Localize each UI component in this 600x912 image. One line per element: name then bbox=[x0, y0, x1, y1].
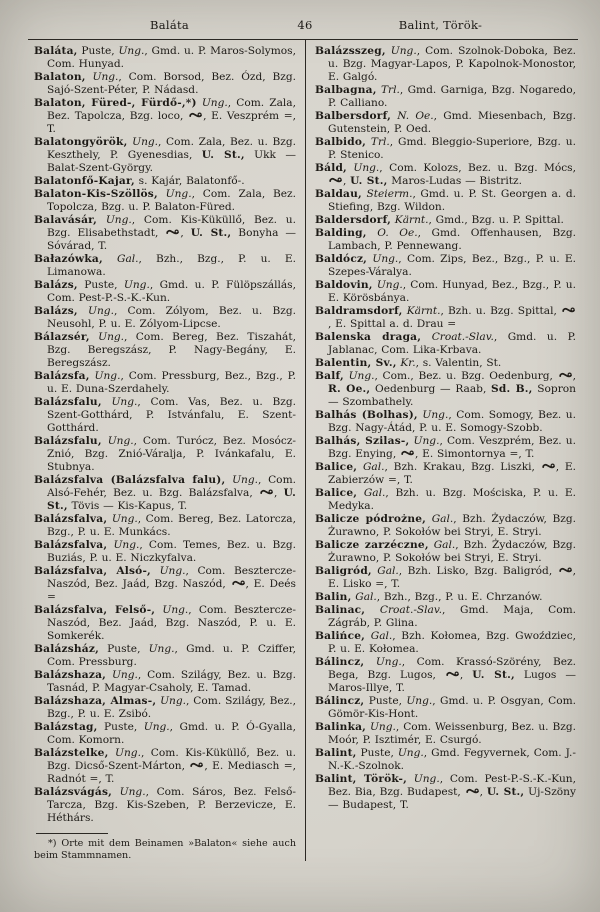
gazetteer-entry bbox=[315, 305, 576, 331]
entry-text: , Gmd. Fegyvernek, Com. J.-N.-K.-Szolnok. bbox=[328, 747, 576, 772]
province-abbrev: Trl. bbox=[370, 136, 390, 148]
entry-text: , Com. Kolozs, Bez. u. Bzg. Mócs, bbox=[379, 162, 576, 174]
entry-bold-text: U. St., bbox=[486, 786, 525, 798]
entry-bold-text: Balázsfalu, bbox=[34, 396, 102, 408]
posthorn-icon bbox=[562, 307, 575, 315]
province-abbrev: O. Oe. bbox=[377, 227, 418, 239]
entry-text: Lugos — Maros-Illye, T. bbox=[328, 669, 576, 694]
entry-text: Puste, bbox=[364, 695, 407, 707]
province-abbrev: Ung. bbox=[413, 773, 440, 785]
posthorn-icon bbox=[260, 489, 273, 497]
entry-text: , Com. Sáros, Bez. Felső-Tarcza, Bzg. Kis-Szeben, P. Berzevicze, E. Héthárs. bbox=[47, 786, 296, 824]
entry-text bbox=[112, 786, 120, 798]
province-abbrev: Gal. bbox=[363, 487, 386, 499]
entry-text: , Bzh. Krakau, Bzg. Liszki, bbox=[384, 461, 541, 473]
gazetteer-entry bbox=[315, 409, 576, 435]
entry-text: , E. Simontornya =, T. bbox=[414, 448, 535, 460]
gazetteer-entry bbox=[315, 461, 576, 487]
entry-text: , bbox=[459, 669, 473, 681]
gazetteer-entry bbox=[315, 539, 576, 565]
left-column bbox=[34, 40, 305, 861]
entry-text: , Gmd. u. P. Fülöpszállás, Com. Pest-P.-S.-K.-Kun. bbox=[47, 279, 296, 304]
entry-bold-text: Balázstelke, bbox=[34, 747, 109, 759]
page-number: 46 bbox=[297, 18, 313, 32]
gazetteer-entry bbox=[315, 45, 576, 84]
gazetteer-entry bbox=[315, 565, 576, 591]
entry-text: Uj-Szöny — Budapest, T. bbox=[328, 786, 576, 811]
entry-bold-text: Balázs, bbox=[34, 305, 78, 317]
entry-text: Puste, bbox=[77, 45, 119, 57]
province-abbrev: Ung. bbox=[232, 474, 259, 486]
entry-bold-text: Balázsszeg, bbox=[315, 45, 386, 57]
province-abbrev: Gal. bbox=[377, 565, 399, 577]
entry-text: , Com. Besztercze-Naszód, Bez. Jaád, Bzg. Naszód, P. u. E. Somkerék. bbox=[47, 604, 296, 642]
entry-text: s. Kajár, Balatonfő-. bbox=[134, 175, 245, 187]
gazetteer-entry bbox=[34, 188, 296, 214]
gazetteer-entry bbox=[315, 357, 576, 370]
entry-bold-text: Balaton, bbox=[34, 71, 86, 83]
province-abbrev: Ung. bbox=[98, 331, 125, 343]
posthorn-icon bbox=[542, 463, 555, 471]
entry-bold-text: Baldau, bbox=[315, 188, 362, 200]
entry-bold-text: Balbersdorf, bbox=[315, 110, 392, 122]
gazetteer-entry bbox=[315, 747, 576, 773]
entry-text bbox=[421, 331, 432, 343]
entry-text: , Bzh. u. Bzg. Mościska, P. u. E. Medyka. bbox=[328, 487, 576, 512]
entry-text: , Bzh., Bzg., P. u. E. Chrzanów. bbox=[376, 591, 543, 603]
province-abbrev: Ung. bbox=[143, 721, 170, 733]
gazetteer-entry bbox=[315, 214, 576, 227]
entry-text: Bonyha — Sóvárad, T. bbox=[47, 227, 296, 252]
province-abbrev: Ung. bbox=[118, 45, 145, 57]
gazetteer-entry bbox=[315, 331, 576, 357]
entry-bold-text: Balázsház, bbox=[34, 643, 99, 655]
entry-bold-text: Balding, bbox=[315, 227, 367, 239]
gazetteer-entry bbox=[315, 656, 576, 695]
entry-text: , E. Zabierzów =, T. bbox=[328, 461, 576, 486]
entry-text: , Com. Veszprém, Bez. u. Bzg. Enying, bbox=[328, 435, 576, 460]
entry-text: Puste, bbox=[77, 279, 124, 291]
entry-text: , Com. Alsó-Fehér, Bez. u. Bzg. Balázsfalva, bbox=[47, 474, 296, 499]
posthorn-icon bbox=[232, 580, 245, 588]
province-abbrev: Ung. bbox=[92, 71, 119, 83]
entry-bold-text: Balázsfa, bbox=[34, 370, 90, 382]
entry-text: , Com. Szilágy, Bez., Bzg., P. u. E. Zsibó. bbox=[47, 695, 297, 720]
footnote-rule bbox=[36, 833, 108, 834]
gazetteer-entry bbox=[315, 630, 576, 656]
entry-text bbox=[90, 331, 98, 343]
province-abbrev: Ung. bbox=[113, 539, 140, 551]
gazetteer-entry bbox=[34, 435, 296, 474]
entry-bold-text: R. Oe., bbox=[328, 383, 371, 395]
entry-bold-text: Balázsfalva, Felső-, bbox=[34, 604, 156, 616]
entry-bold-text: Baligród, bbox=[315, 565, 372, 577]
entry-bold-text: Balenska draga, bbox=[315, 331, 422, 343]
right-column bbox=[305, 40, 576, 861]
entry-text bbox=[151, 565, 160, 577]
gazetteer-entry bbox=[34, 71, 296, 97]
entry-bold-text: Balázsvágás, bbox=[34, 786, 113, 798]
entry-bold-text: Balf, bbox=[315, 370, 344, 382]
entry-text: , Gmd. u. P. Ó-Gyalla, Com. Komorn. bbox=[47, 721, 296, 746]
entry-bold-text: Balázsfalu, bbox=[34, 435, 102, 447]
entry-text: Puste, bbox=[97, 721, 144, 733]
gazetteer-entry bbox=[315, 227, 576, 253]
gazetteer-entry bbox=[315, 110, 576, 136]
right-column-entries bbox=[315, 45, 576, 812]
entry-bold-text: Balázsfalva (Balázsfalva falu), bbox=[34, 474, 226, 486]
posthorn-icon bbox=[190, 762, 203, 770]
province-abbrev: Ung. bbox=[390, 45, 417, 57]
province-abbrev: Ung. bbox=[159, 565, 186, 577]
posthorn-icon bbox=[446, 671, 459, 679]
province-abbrev: Ung. bbox=[119, 786, 146, 798]
posthorn-icon bbox=[329, 177, 342, 185]
province-abbrev: Ung. bbox=[406, 695, 433, 707]
gazetteer-entry bbox=[315, 188, 576, 214]
province-abbrev: Gal. bbox=[362, 461, 385, 473]
gazetteer-entry bbox=[34, 45, 296, 71]
province-abbrev: Ung. bbox=[162, 604, 189, 616]
entry-bold-text: Balbagna, bbox=[315, 84, 377, 96]
entry-text: , bbox=[274, 487, 284, 499]
entry-text: , Com. Temes, Bez. u. Bzg. Buziás, P. u. E. Niczkyfalva. bbox=[47, 539, 296, 564]
gazetteer-entry bbox=[34, 331, 296, 370]
gazetteer-entry bbox=[34, 97, 296, 136]
province-abbrev: Ung. bbox=[422, 409, 449, 421]
gazetteer-entry bbox=[315, 513, 576, 539]
province-abbrev: Ung. bbox=[372, 253, 399, 265]
entry-bold-text: U. St., bbox=[472, 669, 515, 681]
entry-bold-text: Baldovin, bbox=[315, 279, 373, 291]
entry-text: , Gmd. Maja, Com. Zágráb, P. Glina. bbox=[328, 604, 576, 629]
entry-text: , Com. Krassó-Szörény, Bez. Bega, Bzg. Lugos, bbox=[328, 656, 576, 681]
posthorn-icon bbox=[189, 112, 202, 120]
province-abbrev: Ung. bbox=[413, 435, 440, 447]
province-abbrev: Ung. bbox=[94, 370, 121, 382]
entry-text: , Gmd. Bleggio-Superiore, Bzg. u. P. Stenico. bbox=[328, 136, 576, 161]
entry-bold-text: Baldramsdorf, bbox=[315, 305, 403, 317]
posthorn-icon bbox=[166, 229, 179, 237]
entry-bold-text: Baldócz, bbox=[315, 253, 368, 265]
province-abbrev: Gal. bbox=[117, 253, 139, 265]
posthorn-icon bbox=[559, 372, 572, 380]
entry-bold-text: U. St., bbox=[190, 227, 232, 239]
entry-bold-text: Balázsfalva, Alsó-, bbox=[34, 565, 151, 577]
entry-bold-text: Balinac, bbox=[315, 604, 366, 616]
entry-bold-text: Balatonfő-Kajar, bbox=[34, 175, 135, 187]
entry-bold-text: Balázsfalva, bbox=[34, 513, 108, 525]
entry-bold-text: Bálincz, bbox=[315, 656, 365, 668]
entry-text: , Com. Somogy, Bez. u. Bzg. Nagy-Átád, P. u. E. Somogy-Szobb. bbox=[328, 409, 576, 434]
entry-text: , Bzh., Bzg., P. u. E. Limanowa. bbox=[47, 253, 296, 278]
gazetteer-entry bbox=[34, 539, 296, 565]
province-abbrev: Ung. bbox=[348, 370, 375, 382]
entry-bold-text: Balaton, Füred-, Fürdő-,*) bbox=[34, 97, 197, 109]
two-column-body bbox=[34, 40, 576, 861]
entry-text: , Gmd. u. P. Osgyan, Com. Gömör-Kis-Hont. bbox=[328, 695, 576, 720]
entry-text: , Com. Szilágy, Bez. u. Bzg. Tasnád, P. Magyar-Csaholy, E. Tamad. bbox=[47, 669, 296, 694]
entry-bold-text: Balint, Török-, bbox=[315, 773, 408, 785]
entry-text: , Gmd. Garniga, Bzg. Nogaredo, P. Calliano. bbox=[328, 84, 576, 109]
entry-text: , Com. Pressburg, Bez., Bzg., P. u. E. Duna-Szerdahely. bbox=[47, 370, 296, 395]
province-abbrev: Ung. bbox=[123, 279, 150, 291]
gazetteer-entry bbox=[34, 370, 296, 396]
entry-text: , Com. Borsod, Bez. Ózd, Bzg. Sajó-Szent-Péter, P. Nádasd. bbox=[47, 71, 296, 96]
province-abbrev: Ung. bbox=[115, 747, 141, 759]
province-abbrev: Gal. bbox=[370, 630, 393, 642]
province-abbrev: Ung. bbox=[160, 695, 187, 707]
posthorn-icon bbox=[559, 567, 572, 575]
gazetteer-entry bbox=[34, 786, 296, 825]
entry-bold-text: Balázs, bbox=[34, 279, 78, 291]
entry-text bbox=[158, 188, 166, 200]
entry-bold-text: Bálincz, bbox=[315, 695, 365, 707]
gazetteer-entry bbox=[34, 565, 296, 604]
entry-text: , Com. Turócz, Bez. Mosócz-Znió, Bzg. Znió-Váralja, P. Ivánkafalu, E. Stubnya. bbox=[47, 435, 296, 473]
entry-text: , Bzh. Żydaczów, Bzg. Żurawno, P. Sokołów bei Stryi, E. Stryi. bbox=[328, 539, 576, 564]
gazetteer-entry bbox=[34, 747, 296, 786]
province-abbrev: Kärnt. bbox=[394, 214, 429, 226]
province-abbrev: Ung. bbox=[132, 136, 159, 148]
entry-text: , Com., Bez. u. Bzg. Oedenburg, bbox=[374, 370, 558, 382]
entry-bold-text: Balavásár, bbox=[34, 214, 98, 226]
entry-text: , Bzh. Żydaczów, Bzg. Żurawno, P. Sokołów bei Stryi, E. Stryi. bbox=[328, 513, 576, 538]
entry-text: , Gmd. u. P. Maros-Solymos, Com. Hunyad. bbox=[47, 45, 296, 70]
entry-text: , Com. Zala, Bez. u. Bzg. Keszthely, P. Gyenesdias, bbox=[47, 136, 296, 161]
province-abbrev: Ung. bbox=[375, 656, 402, 668]
entry-text bbox=[365, 604, 380, 616]
gazetteer-entry bbox=[315, 604, 576, 630]
header-left-catchword: Baláta bbox=[149, 18, 190, 32]
gazetteer-entry bbox=[315, 136, 576, 162]
entry-text: , E. Mediasch =, Radnót =, T. bbox=[47, 760, 296, 785]
gazetteer-entry bbox=[315, 695, 576, 721]
entry-text: , Gmd. Miesenbach, Bzg. Gutenstein, P. Oed. bbox=[328, 110, 576, 135]
gazetteer-entry bbox=[315, 279, 576, 305]
entry-text: Sopron — Szombathely. bbox=[328, 383, 576, 408]
entry-text: , Com. Kis-Küküllő, Bez. u. Bzg. Dicső-Szent-Márton, bbox=[47, 747, 296, 772]
gazetteer-entry bbox=[315, 84, 576, 110]
gazetteer-entry bbox=[34, 474, 296, 513]
entry-bold-text: U. St., bbox=[350, 175, 388, 187]
province-abbrev: Croat.-Slav. bbox=[379, 604, 442, 616]
footnote bbox=[34, 838, 296, 861]
entry-text bbox=[407, 773, 414, 785]
entry-bold-text: Bałazówka, bbox=[34, 253, 103, 265]
entry-text bbox=[367, 227, 378, 239]
entry-text: , Com. Zala, Bez. Topolcza, Bzg. u. P. Balaton-Füred. bbox=[47, 188, 296, 213]
entry-bold-text: Balice, bbox=[315, 487, 358, 499]
entry-text: Oedenburg — Raab, bbox=[370, 383, 492, 395]
province-abbrev: Steierm. bbox=[366, 188, 413, 200]
gazetteer-entry bbox=[315, 435, 576, 461]
entry-text bbox=[364, 656, 376, 668]
province-abbrev: Ung. bbox=[376, 279, 403, 291]
province-abbrev: Kr. bbox=[400, 357, 416, 369]
province-abbrev: Gal. bbox=[433, 539, 456, 551]
gazetteer-entry bbox=[34, 396, 296, 435]
province-abbrev: Ung. bbox=[111, 513, 138, 525]
gazetteer-entry bbox=[34, 253, 296, 279]
entry-text: , Gmd., Bzg. u. P. Spittal. bbox=[428, 214, 564, 226]
gazetteer-entry bbox=[315, 162, 576, 188]
entry-text: , bbox=[479, 786, 487, 798]
entry-bold-text: Sd. B., bbox=[491, 383, 533, 395]
province-abbrev: Ung. bbox=[370, 721, 396, 733]
gazetteer-entry bbox=[34, 136, 296, 175]
posthorn-icon bbox=[401, 450, 414, 458]
entry-text: Maros-Ludas — Bistritz. bbox=[387, 175, 522, 187]
province-abbrev: Ung. bbox=[201, 97, 228, 109]
province-abbrev: Ung. bbox=[148, 643, 175, 655]
gazetteer-entry bbox=[34, 513, 296, 539]
province-abbrev: Trl. bbox=[380, 84, 400, 96]
entry-bold-text: Balint, bbox=[315, 747, 357, 759]
entry-text: , Bzh. Lisko, Bzg. Baligród, bbox=[398, 565, 558, 577]
entry-text: , Gmd. Offenhausen, Bzg. Lambach, P. Pennewang. bbox=[328, 227, 576, 252]
gazetteer-entry bbox=[315, 721, 576, 747]
entry-text: Puste, bbox=[356, 747, 398, 759]
entry-text bbox=[102, 396, 112, 408]
entry-bold-text: Balhás (Bolhas), bbox=[315, 409, 418, 421]
entry-bold-text: Balaton-Kis-Szöllös, bbox=[34, 188, 158, 200]
entry-text: Ukk — Balat-Szent-György. bbox=[47, 149, 296, 174]
province-abbrev: Croat.-Slav. bbox=[431, 331, 494, 343]
gazetteer-entry bbox=[34, 643, 296, 669]
entry-text: , Com. Vas, Bez. u. Bzg. Szent-Gotthárd, P. Istvánfalu, E. Szent-Gotthárd. bbox=[47, 396, 296, 434]
entry-text: Tövis — Kis-Kapus, T. bbox=[67, 500, 188, 512]
gazetteer-entry bbox=[34, 214, 296, 253]
gazetteer-entry bbox=[34, 695, 296, 721]
province-abbrev: Ung. bbox=[107, 435, 134, 447]
entry-bold-text: Báld, bbox=[315, 162, 347, 174]
entry-text: , Com. Szolnok-Doboka, Bez. u. Bzg. Magyar-Lapos, P. Kapolnok-Monostor, E. Galgó. bbox=[328, 45, 576, 83]
entry-bold-text: Baldersdorf, bbox=[315, 214, 392, 226]
entry-text: , Com. Bereg, Bez. Latorcza, Bzg., P. u. E. Munkács. bbox=[47, 513, 296, 538]
entry-text: , Com. Bereg, Bez. Tiszahát, Bzg. Beregszász, P. Nagy-Begány, E. Beregszász. bbox=[47, 331, 296, 369]
entry-text bbox=[97, 214, 106, 226]
footnote-text: *) Orte mit dem Beinamen »Balaton« siehe auch beim Stammnamen. bbox=[34, 838, 296, 861]
entry-text: , Gmd. u. P. Jablanac, Com. Lika-Krbava. bbox=[328, 331, 576, 356]
entry-text: , Com. Zips, Bez., Bzg., P. u. E. Szepes-Váralya. bbox=[328, 253, 576, 278]
province-abbrev: Ung. bbox=[397, 747, 424, 759]
entry-text: , Gmd. u. P. St. Georgen a. d. Stiefing, Bzg. Wildon. bbox=[328, 188, 576, 213]
entry-text: Puste, bbox=[98, 643, 149, 655]
entry-text: , Com. Pest-P.-S.-K.-Kun, Bez. Bia, Bzg. Budapest, bbox=[328, 773, 576, 798]
province-abbrev: Ung. bbox=[88, 305, 114, 317]
entry-text: , bbox=[180, 227, 191, 239]
gazetteer-entry bbox=[315, 591, 576, 604]
entry-text: , Com. Zala, Bez. Tapolcza, Bzg. loco, bbox=[47, 97, 296, 122]
gazetteer-entry bbox=[315, 773, 576, 812]
entry-bold-text: Balinka, bbox=[315, 721, 367, 733]
province-abbrev: Kärnt. bbox=[406, 305, 441, 317]
entry-text: , Gmd. u. P. Cziffer, Com. Pressburg. bbox=[47, 643, 296, 668]
province-abbrev: Gal. bbox=[431, 513, 454, 525]
entry-text bbox=[357, 487, 364, 499]
entry-text: , Com. Hunyad, Bez., Bzg., P. u. E. Körösbánya. bbox=[328, 279, 576, 304]
province-abbrev: N. Oe. bbox=[397, 110, 434, 122]
entry-bold-text: Balbido, bbox=[315, 136, 367, 148]
entry-bold-text: U. St., bbox=[201, 149, 245, 161]
entry-bold-text: Balázsfalva, bbox=[34, 539, 108, 551]
entry-bold-text: Balázstag, bbox=[34, 721, 98, 733]
gazetteer-entry bbox=[34, 305, 296, 331]
entry-bold-text: Balázshaza, bbox=[34, 669, 107, 681]
gazetteer-entry bbox=[34, 279, 296, 305]
entry-bold-text: Balicze zarzéczne, bbox=[315, 539, 429, 551]
posthorn-icon bbox=[466, 788, 479, 796]
entry-text: , bbox=[343, 175, 351, 187]
gazetteer-entry bbox=[34, 175, 296, 188]
gazetteer-entry bbox=[315, 487, 576, 513]
entry-text: , Bzh. u. Bzg. Spittal, bbox=[440, 305, 561, 317]
entry-text: , Bzh. Kołomea, Bzg. Gwoździec, P. u. E. Kołomea. bbox=[328, 630, 576, 655]
entry-bold-text: Balin, bbox=[315, 591, 352, 603]
entry-bold-text: Balatongyörök, bbox=[34, 136, 128, 148]
entry-text: , Com. Zólyom, Bez. u. Bzg. Neusohl, P. u. E. Zólyom-Lipcse. bbox=[47, 305, 296, 330]
gazetteer-entry bbox=[315, 370, 576, 409]
entry-text: , Com. Weissenburg, Bez. u. Bzg. Moór, P. Isztimér, E. Csurgó. bbox=[328, 721, 576, 746]
entry-text: , Com. Besztercze-Naszód, Bez. Jaád, Bzg. Naszód, bbox=[47, 565, 296, 590]
entry-bold-text: Baláta, bbox=[34, 45, 78, 57]
entry-bold-text: Balicze pódrożne, bbox=[315, 513, 427, 525]
province-abbrev: Ung. bbox=[353, 162, 380, 174]
entry-bold-text: Balhás, Szilas-, bbox=[315, 435, 410, 447]
gazetteer-entry bbox=[34, 721, 296, 747]
gazetteer-entry bbox=[34, 669, 296, 695]
entry-text bbox=[103, 253, 117, 265]
entry-text: , bbox=[572, 370, 576, 382]
entry-bold-text: Balice, bbox=[315, 461, 358, 473]
province-abbrev: Gal. bbox=[355, 591, 377, 603]
entry-bold-text: Bálazsér, bbox=[34, 331, 90, 343]
entry-bold-text: Balentin, Sv., bbox=[315, 357, 397, 369]
running-header bbox=[34, 12, 576, 39]
province-abbrev: Ung. bbox=[165, 188, 192, 200]
entry-text: , E. Spittal a. d. Drau = bbox=[328, 318, 457, 330]
entry-bold-text: Balińce, bbox=[315, 630, 366, 642]
entry-bold-text: U. St., bbox=[47, 487, 296, 512]
province-abbrev: Ung. bbox=[105, 214, 132, 226]
entry-text: , E. Veszprém =, T. bbox=[47, 110, 296, 135]
entry-text: , s. Valentin, St. bbox=[415, 357, 502, 369]
entry-text bbox=[78, 305, 88, 317]
province-abbrev: Ung. bbox=[111, 669, 138, 681]
entry-bold-text: Balázshaza, Almas-, bbox=[34, 695, 157, 707]
gazetteer-entry bbox=[315, 253, 576, 279]
header-right-catchword: Balint, Török- bbox=[398, 18, 483, 32]
province-abbrev: Ung. bbox=[111, 396, 138, 408]
left-column-entries bbox=[34, 45, 296, 825]
entry-text bbox=[86, 71, 93, 83]
entry-text: , Com. Kis-Küküllő, Bez. u. Bzg. Elisabethstadt, bbox=[47, 214, 296, 239]
entry-text: , E. Deés = bbox=[47, 578, 296, 603]
entry-text: , E. Lisko =, T. bbox=[328, 565, 576, 590]
gazetteer-entry bbox=[34, 604, 296, 643]
